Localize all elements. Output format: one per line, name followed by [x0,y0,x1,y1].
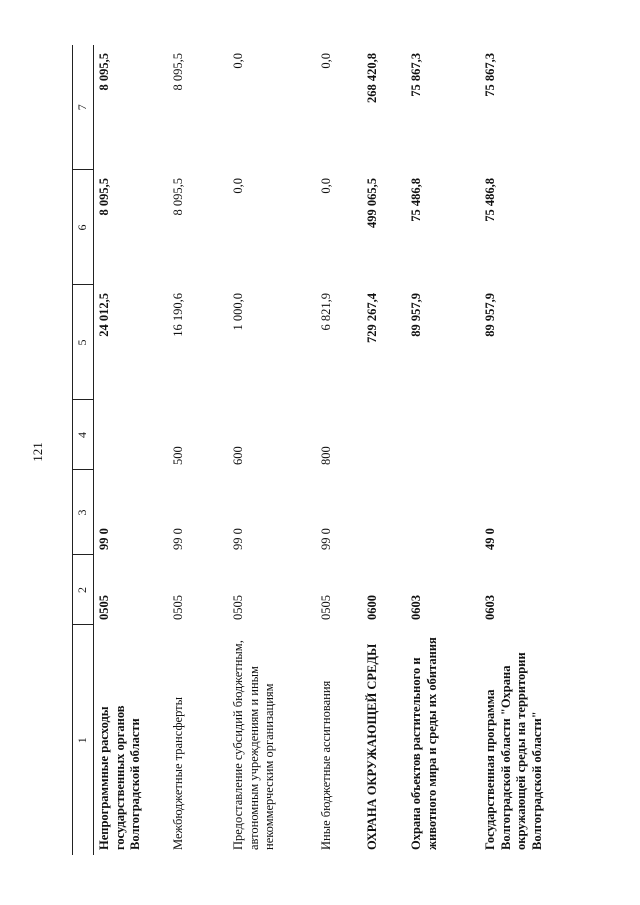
target-code: 99 0 [171,528,185,550]
expense-type-code [94,400,169,470]
table-row [480,45,568,855]
header-cell: 3 [73,470,94,555]
amount-col5: 89 957,9 [483,293,497,337]
amount-col7: 75 867,3 [483,53,497,97]
target-code: 99 0 [231,528,245,550]
target-code: 99 0 [97,528,111,550]
section-code: 0603 [409,595,423,620]
section-code: 0505 [97,595,111,620]
amount-col6: 75 486,8 [409,178,423,222]
amount-col7: 8 095,5 [171,53,185,91]
amount-col7: 75 867,3 [409,53,423,97]
row-name: Государственная программа Волгоградской области "Охрана окружающей среды на территории Волгоградской области" [483,652,544,850]
amount-col7: 0,0 [231,53,245,69]
table-header-row [73,45,94,855]
amount-col6: 0,0 [319,178,333,194]
expense-type-code: 600 [231,446,245,465]
page-number: 121 [30,442,45,462]
row-name: Непрограммные расходы государственных органов Волгоградской области [97,705,143,850]
amount-col6: 75 486,8 [483,178,497,222]
amount-col6: 499 065,5 [365,178,379,228]
section-code: 0600 [365,595,379,620]
amount-col5: 89 957,9 [409,293,423,337]
target-code [406,470,480,555]
header-cell: 6 [73,170,94,285]
amount-col6: 8 095,5 [97,178,111,216]
table-row [94,45,169,855]
table-row [316,45,362,855]
amount-col7: 0,0 [319,53,333,69]
amount-col5: 6 821,9 [319,293,333,331]
row-name: Межбюджетные трансферты [171,696,185,850]
header-cell: 7 [73,45,94,170]
expense-type-code [406,400,480,470]
amount-col5: 1 000,0 [231,293,245,331]
row-name: Предоставление субсидий бюджетным, автономным учреждениям и иным некоммерческим организациям [231,640,277,850]
header-cell: 4 [73,400,94,470]
table-row [168,45,228,855]
header-cell: 5 [73,285,94,400]
budget-table [72,45,568,855]
amount-col7: 8 095,5 [97,53,111,91]
header-cell: 1 [73,625,94,855]
expense-type-code: 500 [171,446,185,465]
row-name: Иные бюджетные ассигнования [319,680,333,850]
row-name: ОХРАНА ОКРУЖАЮЩЕЙ СРЕДЫ [365,643,379,850]
amount-col6: 0,0 [231,178,245,194]
expense-type-code [480,400,568,470]
budget-table-page [72,45,612,855]
target-code: 99 0 [319,528,333,550]
amount-col7: 268 420,8 [365,53,379,103]
section-code: 0505 [171,595,185,620]
table-row [406,45,480,855]
expense-type-code [362,400,406,470]
table-row [228,45,316,855]
row-name: Охрана объектов растительного и животного мира и среды их обитания [409,637,439,850]
amount-col5: 24 012,5 [97,293,111,337]
expense-type-code: 800 [319,446,333,465]
section-code: 0505 [319,595,333,620]
table-row [362,45,406,855]
target-code: 49 0 [483,528,497,550]
target-code [362,470,406,555]
amount-col5: 729 267,4 [365,293,379,343]
header-cell: 2 [73,555,94,625]
section-code: 0603 [483,595,497,620]
section-code: 0505 [231,595,245,620]
rotated-content [72,45,612,855]
amount-col6: 8 095,5 [171,178,185,216]
amount-col5: 16 190,6 [171,293,185,337]
